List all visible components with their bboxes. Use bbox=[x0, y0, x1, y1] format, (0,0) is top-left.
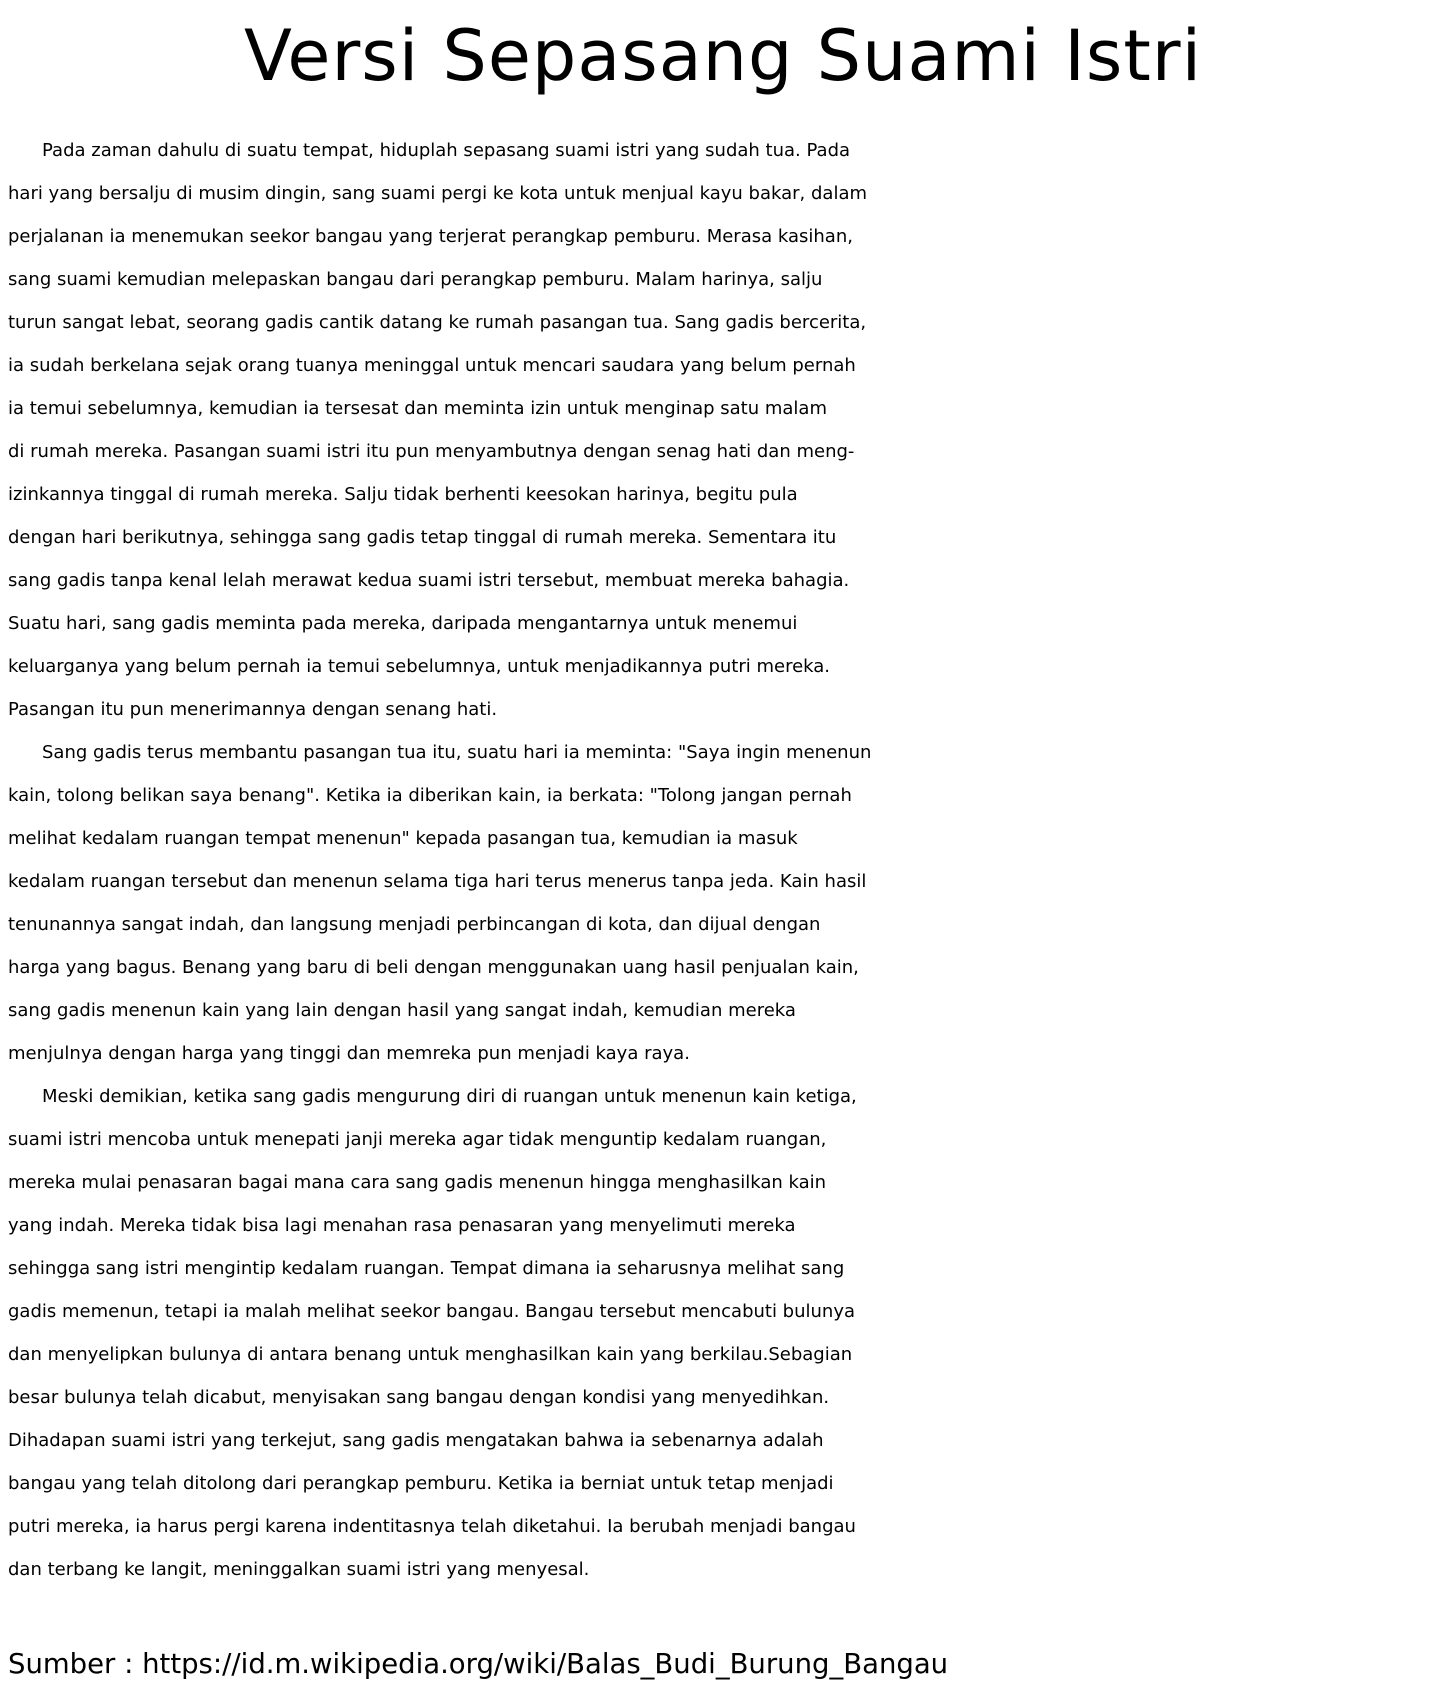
story-paragraph bbox=[8, 731, 1438, 1075]
paragraph-line: Meski demikian, ketika sang gadis mengurung diri di ruangan untuk menenun kain ketiga, bbox=[42, 1086, 857, 1107]
paragraph-line: dan menyelipkan bulunya di antara benang untuk menghasilkan kain yang berkilau.Sebagian bbox=[8, 1344, 853, 1365]
paragraph-line: putri mereka, ia harus pergi karena indentitasnya telah diketahui. Ia berubah menjadi bangau bbox=[8, 1516, 856, 1537]
paragraph-line: bangau yang telah ditolong dari perangkap pemburu. Ketika ia berniat untuk tetap menjadi bbox=[8, 1473, 834, 1494]
paragraph-line: kedalam ruangan tersebut dan menenun selama tiga hari terus menerus tanpa jeda. Kain hasil bbox=[8, 871, 867, 892]
story-body bbox=[8, 129, 1438, 1591]
paragraph-line: melihat kedalam ruangan tempat menenun" kepada pasangan tua, kemudian ia masuk bbox=[8, 828, 798, 849]
paragraph-line: harga yang bagus. Benang yang baru di beli dengan menggunakan uang hasil penjualan kain, bbox=[8, 957, 859, 978]
paragraph-line: Dihadapan suami istri yang terkejut, sang gadis mengatakan bahwa ia sebenarnya adalah bbox=[8, 1430, 824, 1451]
paragraph-line: perjalanan ia menemukan seekor bangau yang terjerat perangkap pemburu. Merasa kasihan, bbox=[8, 226, 853, 247]
paragraph-line: mereka mulai penasaran bagai mana cara sang gadis menenun hingga menghasilkan kain bbox=[8, 1172, 827, 1193]
paragraph-line: besar bulunya telah dicabut, menyisakan sang bangau dengan kondisi yang menyedihkan. bbox=[8, 1387, 830, 1408]
paragraph-line: hari yang bersalju di musim dingin, sang suami pergi ke kota untuk menjual kayu bakar, dalam bbox=[8, 183, 868, 204]
paragraph-line: sang gadis menenun kain yang lain dengan hasil yang sangat indah, kemudian mereka bbox=[8, 1000, 796, 1021]
paragraph-line: Pada zaman dahulu di suatu tempat, hiduplah sepasang suami istri yang sudah tua. Pada bbox=[42, 140, 851, 161]
source-citation: Sumber : https://id.m.wikipedia.org/wiki/Balas_Budi_Burung_Bangau bbox=[8, 1648, 949, 1680]
paragraph-line: sang suami kemudian melepaskan bangau dari perangkap pemburu. Malam harinya, salju bbox=[8, 269, 823, 290]
paragraph-line: dan terbang ke langit, meninggalkan suami istri yang menyesal. bbox=[8, 1559, 590, 1580]
paragraph-line: yang indah. Mereka tidak bisa lagi menahan rasa penasaran yang menyelimuti mereka bbox=[8, 1215, 796, 1236]
paragraph-line: keluarganya yang belum pernah ia temui sebelumnya, untuk menjadikannya putri mereka. bbox=[8, 656, 831, 677]
paragraph-line: di rumah mereka. Pasangan suami istri itu pun menyambutnya dengan senag hati dan meng- bbox=[8, 441, 855, 462]
paragraph-line: dengan hari berikutnya, sehingga sang gadis tetap tinggal di rumah mereka. Sementara itu bbox=[8, 527, 837, 548]
paragraph-line: suami istri mencoba untuk menepati janji mereka agar tidak menguntip kedalam ruangan, bbox=[8, 1129, 827, 1150]
paragraph-line: tenunannya sangat indah, dan langsung menjadi perbincangan di kota, dan dijual dengan bbox=[8, 914, 821, 935]
story-paragraph bbox=[8, 129, 1438, 731]
paragraph-line: ia sudah berkelana sejak orang tuanya meninggal untuk mencari saudara yang belum pernah bbox=[8, 355, 856, 376]
paragraph-line: kain, tolong belikan saya benang". Ketika ia diberikan kain, ia berkata: "Tolong jangan pernah bbox=[8, 785, 852, 806]
paragraph-line: ia temui sebelumnya, kemudian ia tersesat dan meminta izin untuk menginap satu malam bbox=[8, 398, 827, 419]
page-title: Versi Sepasang Suami Istri bbox=[243, 15, 1203, 97]
paragraph-line: sang gadis tanpa kenal lelah merawat kedua suami istri tersebut, membuat mereka bahagia. bbox=[8, 570, 850, 591]
paragraph-line: turun sangat lebat, seorang gadis cantik datang ke rumah pasangan tua. Sang gadis bercerita, bbox=[8, 312, 867, 333]
paragraph-line: Sang gadis terus membantu pasangan tua itu, suatu hari ia meminta: "Saya ingin menenun bbox=[42, 742, 872, 763]
paragraph-line: sehingga sang istri mengintip kedalam ruangan. Tempat dimana ia seharusnya melihat sang bbox=[8, 1258, 845, 1279]
paragraph-line: izinkannya tinggal di rumah mereka. Salju tidak berhenti keesokan harinya, begitu pula bbox=[8, 484, 798, 505]
paragraph-line: Suatu hari, sang gadis meminta pada mereka, daripada mengantarnya untuk menemui bbox=[8, 613, 798, 634]
paragraph-line: gadis memenun, tetapi ia malah melihat seekor bangau. Bangau tersebut mencabuti bulunya bbox=[8, 1301, 856, 1322]
paragraph-line: Pasangan itu pun menerimannya dengan senang hati. bbox=[8, 699, 498, 720]
paragraph-line: menjulnya dengan harga yang tinggi dan memreka pun menjadi kaya raya. bbox=[8, 1043, 690, 1064]
story-paragraph bbox=[8, 1075, 1438, 1591]
